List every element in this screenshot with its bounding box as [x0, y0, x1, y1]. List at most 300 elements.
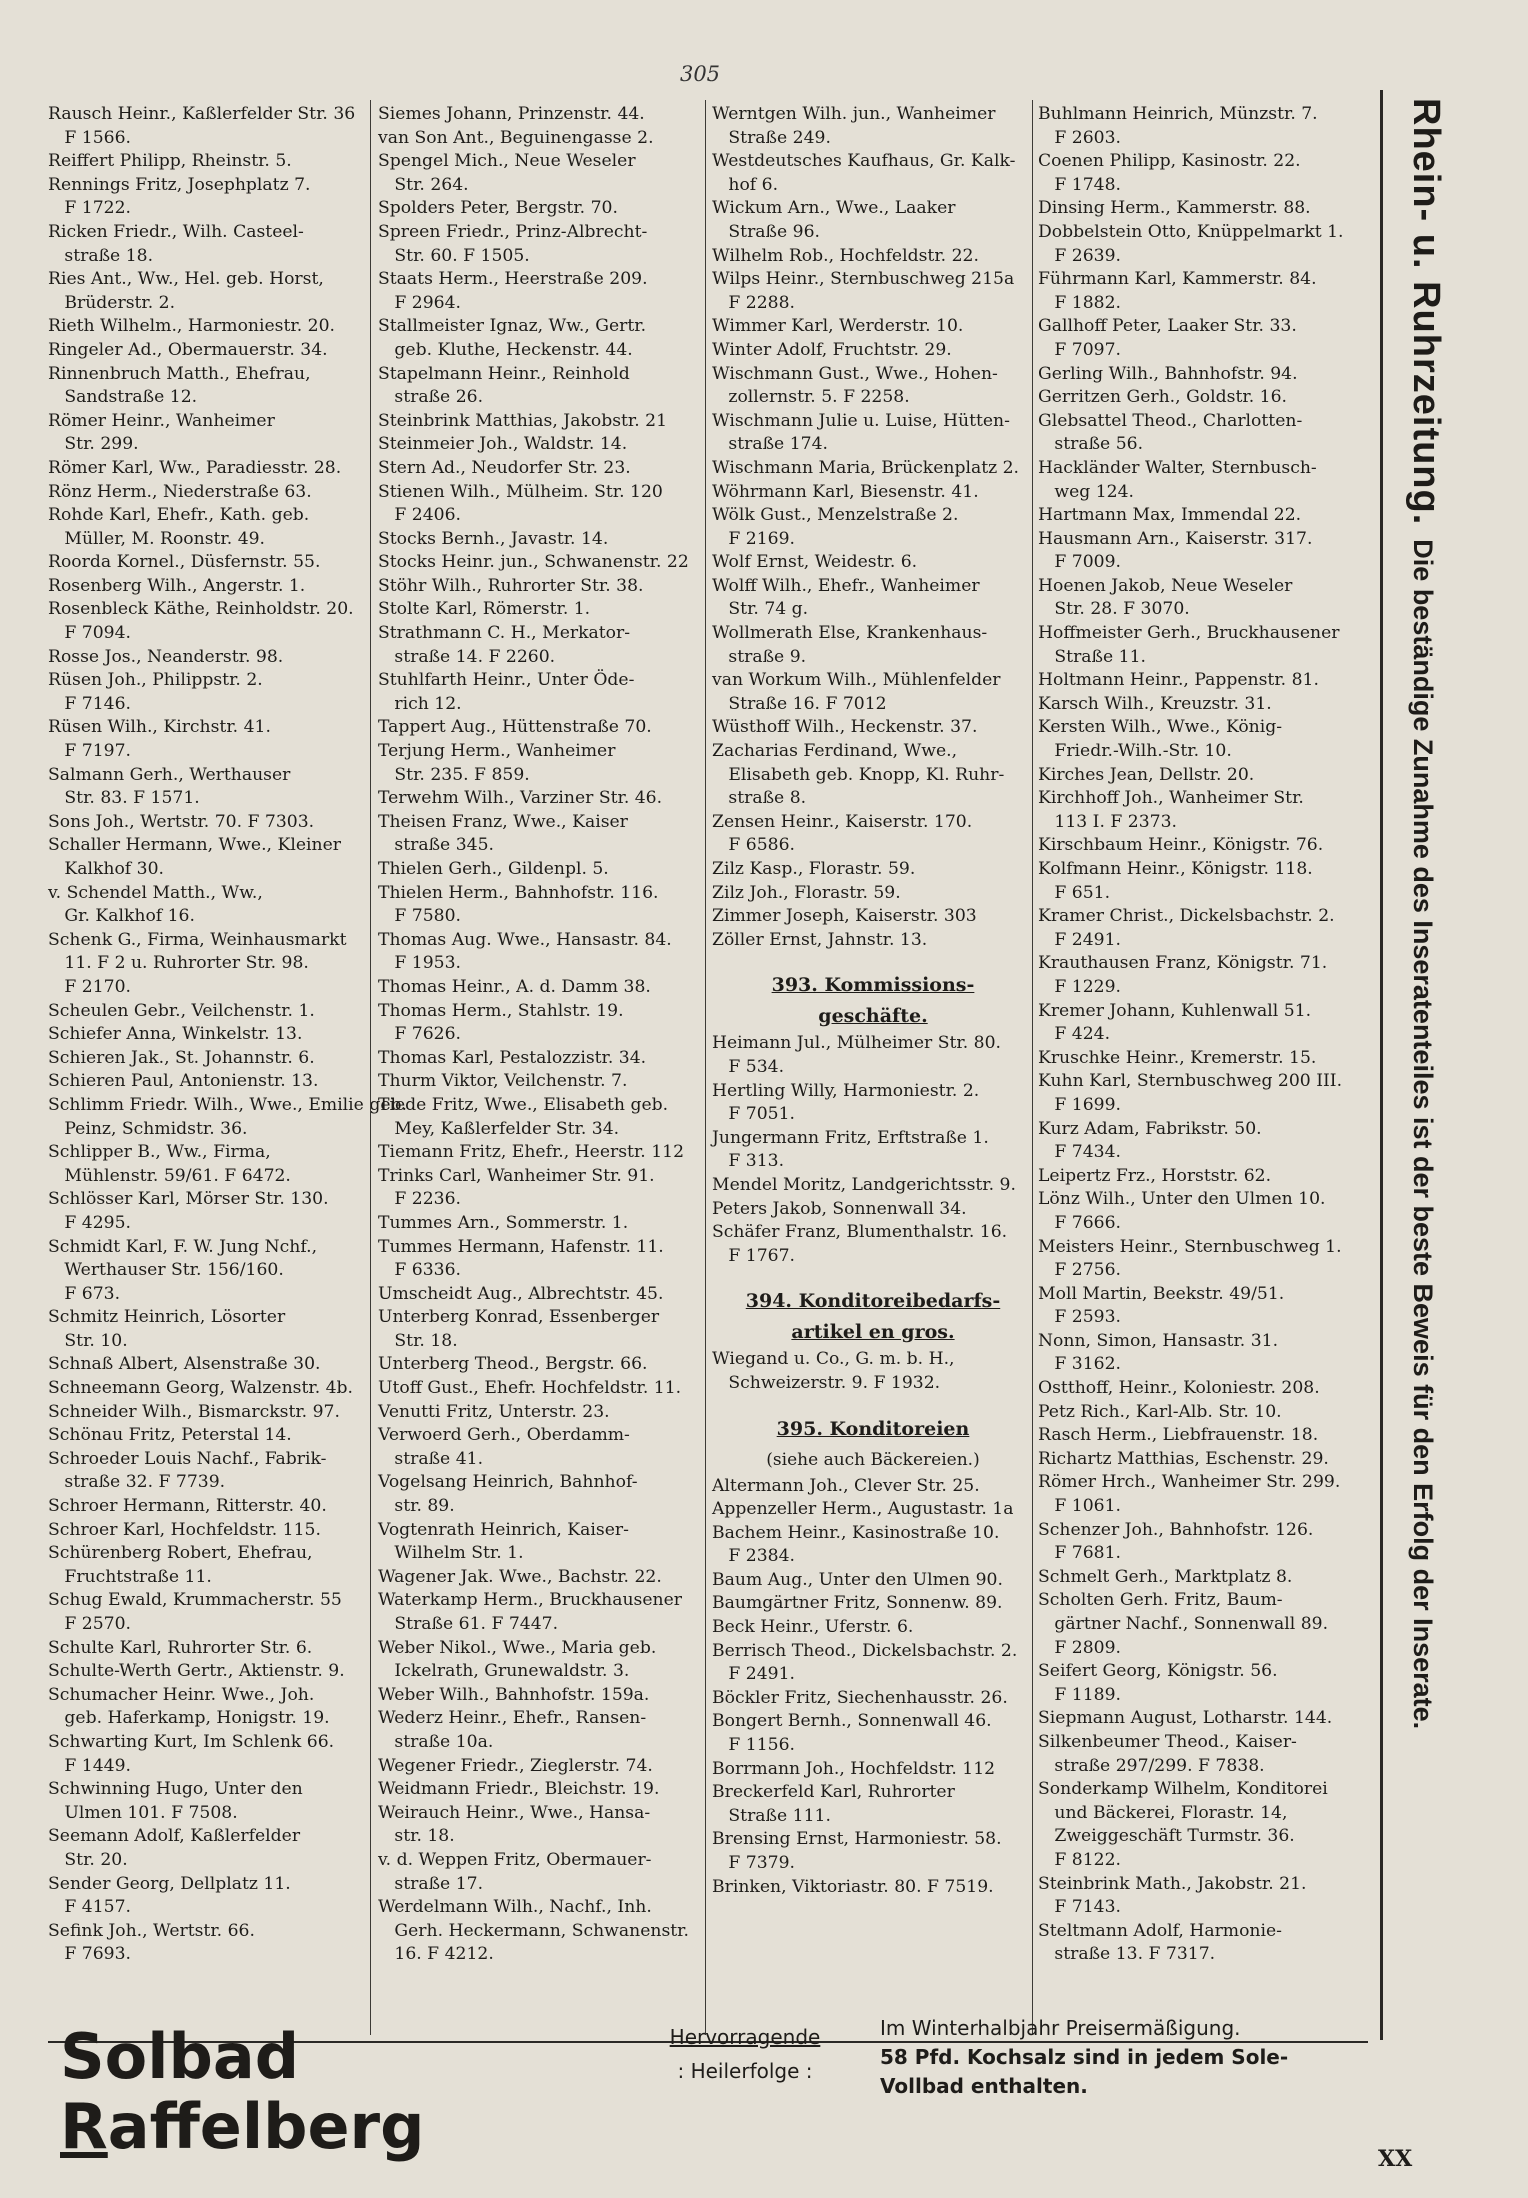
directory-entry: Hoffmeister Gerh., Bruckhausener	[1038, 623, 1340, 644]
directory-entry: F 2288.	[712, 292, 795, 313]
directory-entry: Werntgen Wilh. jun., Wanheimer	[712, 104, 996, 124]
section-393-heading-2: geschäfte.	[818, 1005, 928, 1028]
directory-entry: F 6586.	[712, 835, 795, 856]
ad-name-part1: Solbad	[60, 2020, 300, 2093]
directory-entry: Schenzer Joh., Bahnhofstr. 126.	[1038, 1519, 1314, 1540]
directory-entry: Elisabeth geb. Knopp, Kl. Ruhr-	[712, 764, 1005, 785]
directory-entry: Wimmer Karl, Werderstr. 10.	[712, 316, 964, 337]
directory-entry: Reiffert Philipp, Rheinstr. 5.	[48, 151, 292, 172]
directory-entry: Wiegand u. Co., G. m. b. H.,	[712, 1349, 955, 1370]
directory-entry: Sonderkamp Wilhelm, Konditorei	[1038, 1779, 1328, 1800]
directory-entry: Peinz, Schmidstr. 36.	[48, 1118, 248, 1139]
directory-entry: Schroer Karl, Hochfeldstr. 115.	[48, 1519, 321, 1540]
directory-entry: F 7197.	[48, 741, 131, 762]
directory-entry: Dobbelstein Otto, Knüppelmarkt 1.	[1038, 221, 1344, 242]
directory-entry: F 7097.	[1038, 339, 1121, 360]
directory-entry: Rennings Fritz, Josephplatz 7.	[48, 174, 311, 195]
directory-entry: Umscheidt Aug., Albrechtstr. 45.	[378, 1283, 664, 1304]
directory-entry: Stocks Bernh., Javastr. 14.	[378, 528, 609, 549]
directory-entry: str. 18.	[378, 1826, 455, 1847]
directory-column-1	[48, 103, 407, 1967]
directory-entry: straße 345.	[378, 835, 494, 856]
directory-entry: Unterberg Theod., Bergstr. 66.	[378, 1354, 648, 1375]
directory-entry: Unterberg Konrad, Essenberger	[378, 1307, 660, 1328]
directory-entry: Böckler Fritz, Siechenhausstr. 26.	[712, 1687, 1008, 1708]
directory-entry: Leipertz Frz., Horststr. 62.	[1038, 1165, 1272, 1186]
directory-entry: Gallhoff Peter, Laaker Str. 33.	[1038, 316, 1297, 337]
directory-entry: F 2169.	[712, 528, 795, 549]
directory-entry: Schmitz Heinrich, Lösorter	[48, 1307, 286, 1328]
directory-entry: Gerh. Heckermann, Schwanenstr.	[378, 1920, 689, 1941]
directory-entry: Schiefer Anna, Winkelstr. 13.	[48, 1024, 303, 1045]
ad-tagline	[630, 2020, 860, 2160]
directory-entry: Fruchtstraße 11.	[48, 1566, 212, 1587]
directory-entry: Waterkamp Herm., Bruckhausener	[378, 1590, 682, 1611]
directory-entry: Berrisch Theod., Dickelsbachstr. 2.	[712, 1640, 1018, 1661]
directory-entry: Str. 264.	[378, 174, 469, 195]
directory-entry: Siepmann August, Lotharstr. 144.	[1038, 1708, 1333, 1729]
ad-info	[880, 2014, 1370, 2154]
directory-entry: Wölk Gust., Menzelstraße 2.	[712, 505, 959, 526]
directory-entry: Kirches Jean, Dellstr. 20.	[1038, 764, 1255, 785]
directory-entry: Thomas Aug. Wwe., Hansastr. 84.	[378, 929, 672, 950]
directory-entry: Wilps Heinr., Sternbuschweg 215a	[712, 269, 1015, 290]
directory-entry: Str. 10.	[48, 1330, 128, 1351]
directory-entry: Salmann Gerh., Werthauser	[48, 764, 291, 785]
directory-entry: Str. 83. F 1571.	[48, 788, 200, 809]
directory-entry: Wagener Jak. Wwe., Bachstr. 22.	[378, 1566, 662, 1587]
directory-entry: Schwinning Hugo, Unter den	[48, 1779, 303, 1800]
directory-entry: van Son Ant., Beguinengasse 2.	[378, 127, 654, 148]
directory-entry: Utoff Gust., Ehefr. Hochfeldstr. 11.	[378, 1378, 682, 1399]
section-395-note: (siehe auch Bäckereien.)	[766, 1449, 980, 1470]
directory-entry: Wolff Wilh., Ehefr., Wanheimer	[712, 575, 980, 596]
directory-entry: Gerritzen Gerh., Goldstr. 16.	[1038, 387, 1287, 408]
directory-entry: Karsch Wilh., Kreuzstr. 31.	[1038, 693, 1272, 714]
directory-entry: Kremer Johann, Kuhlenwall 51.	[1038, 1000, 1312, 1021]
directory-entry: Sefink Joh., Wertstr. 66.	[48, 1920, 255, 1941]
directory-entry: Werdelmann Wilh., Nachf., Inh.	[378, 1897, 652, 1918]
directory-entry: Schmidt Karl, F. W. Jung Nchf.,	[48, 1236, 318, 1257]
directory-entry: F 1748.	[1038, 174, 1121, 195]
directory-entry: Kirschbaum Heinr., Königstr. 76.	[1038, 835, 1324, 856]
directory-entry: Str. 299.	[48, 434, 139, 455]
directory-entry: Kurz Adam, Fabrikstr. 50.	[1038, 1118, 1262, 1139]
directory-entry: Spreen Friedr., Prinz-Albrecht-	[378, 221, 648, 242]
directory-entry: Wischmann Gust., Wwe., Hohen-	[712, 363, 998, 384]
directory-entry: Terwehm Wilh., Varziner Str. 46.	[378, 788, 663, 809]
directory-entry: F 7143.	[1038, 1897, 1121, 1918]
directory-entry: Buhlmann Heinrich, Münzstr. 7.	[1038, 104, 1318, 124]
directory-entry: F 1566.	[48, 127, 131, 148]
sidebar-title: Rhein- u. Ruhrzeitung.	[1405, 98, 1447, 526]
section-394-heading-2: artikel en gros.	[791, 1321, 955, 1344]
directory-entry: Stapelmann Heinr., Reinhold	[378, 363, 630, 384]
directory-entry: F 2570.	[48, 1614, 131, 1634]
directory-entry: Hartmann Max, Immendal 22.	[1038, 505, 1302, 526]
directory-entry: Schneemann Georg, Walzenstr. 4b.	[48, 1378, 354, 1399]
directory-entry: Friedr.-Wilh.-Str. 10.	[1038, 741, 1232, 762]
directory-entry: straße 14. F 2260.	[378, 646, 556, 667]
ad-solbad-name	[60, 2022, 630, 2162]
directory-entry: Krauthausen Franz, Königstr. 71.	[1038, 953, 1328, 974]
directory-entry: Holtmann Heinr., Pappenstr. 81.	[1038, 670, 1319, 691]
directory-entry: Schmelt Gerh., Marktplatz 8.	[1038, 1566, 1293, 1587]
directory-entry: Kirchhoff Joh., Wanheimer Str.	[1038, 788, 1304, 809]
directory-entry: Wederz Heinr., Ehefr., Ransen-	[378, 1708, 647, 1729]
directory-entry: geb. Haferkamp, Honigstr. 19.	[48, 1708, 330, 1729]
directory-entry: Meisters Heinr., Sternbuschweg 1.	[1038, 1236, 1342, 1257]
directory-entry: Seemann Adolf, Kaßlerfelder	[48, 1826, 301, 1847]
directory-entry: Str. 18.	[378, 1330, 458, 1351]
directory-entry: F 7379.	[712, 1853, 795, 1873]
directory-entry: Baumgärtner Fritz, Sonnenw. 89.	[712, 1593, 1003, 1614]
directory-entry: Ringeler Ad., Obermauerstr. 34.	[48, 339, 328, 360]
directory-entry: Kramer Christ., Dickelsbachstr. 2.	[1038, 906, 1335, 927]
directory-entry: straße 17.	[378, 1873, 484, 1894]
directory-entry: Wolf Ernst, Weidestr. 6.	[712, 552, 918, 573]
sidebar-text	[1400, 98, 1452, 2038]
directory-entry: Wischmann Maria, Brückenplatz 2.	[712, 457, 1020, 478]
directory-entry: F 7434.	[1038, 1142, 1121, 1163]
directory-entry: Mendel Moritz, Landgerichtsstr. 9.	[712, 1174, 1016, 1195]
directory-entry: F 8122.	[1038, 1849, 1121, 1870]
directory-entry: Scholten Gerh. Fritz, Baum-	[1038, 1590, 1283, 1611]
directory-entry: Stern Ad., Neudorfer Str. 23.	[378, 457, 631, 478]
directory-entry: F 2964.	[378, 292, 461, 313]
directory-entry: Rosenberg Wilh., Angerstr. 1.	[48, 575, 306, 596]
directory-entry: F 1882.	[1038, 292, 1121, 313]
directory-entry: weg 124.	[1038, 481, 1135, 502]
directory-entry: Spolders Peter, Bergstr. 70.	[378, 198, 618, 219]
directory-entry: Hausmann Arn., Kaiserstr. 317.	[1038, 528, 1313, 549]
directory-entry: F 1189.	[1038, 1684, 1121, 1705]
directory-entry: F 7666.	[1038, 1212, 1121, 1233]
directory-entry: Führmann Karl, Kammerstr. 84.	[1038, 269, 1317, 290]
directory-entry: Silkenbeumer Theod., Kaiser-	[1038, 1731, 1297, 1752]
directory-entry: straße 8.	[712, 788, 807, 809]
directory-entry: Schönau Fritz, Peterstal 14.	[48, 1425, 292, 1446]
directory-entry: Wüsthoff Wilh., Heckenstr. 37.	[712, 717, 978, 738]
directory-entry: van Workum Wilh., Mühlenfelder	[712, 670, 1001, 691]
directory-entry: Strathmann C. H., Merkator-	[378, 623, 631, 644]
directory-entry: F 4295.	[48, 1212, 131, 1233]
directory-entry: Schaller Hermann, Wwe., Kleiner	[48, 835, 341, 856]
directory-entry: Schenk G., Firma, Weinhausmarkt	[48, 929, 347, 950]
directory-entry: Appenzeller Herm., Augustastr. 1a	[712, 1499, 1014, 1520]
directory-entry: F 2756.	[1038, 1260, 1121, 1281]
directory-entry: Scheulen Gebr., Veilchenstr. 1.	[48, 1000, 315, 1021]
directory-entry: Wollmerath Else, Krankenhaus-	[712, 623, 988, 644]
directory-entry: Schlösser Karl, Mörser Str. 130.	[48, 1189, 329, 1210]
directory-entry: F 4157.	[48, 1897, 131, 1918]
directory-entry: straße 56.	[1038, 434, 1144, 455]
directory-entry: Thurm Viktor, Veilchenstr. 7.	[378, 1071, 628, 1092]
directory-entry: Brüderstr. 2.	[48, 292, 176, 313]
directory-entry: F 1767.	[712, 1245, 795, 1266]
directory-entry: Spengel Mich., Neue Weseler	[378, 151, 636, 172]
directory-entry: zollernstr. 5. F 2258.	[712, 387, 910, 408]
directory-entry: Schroer Hermann, Ritterstr. 40.	[48, 1496, 327, 1517]
directory-entry: v. d. Weppen Fritz, Obermauer-	[378, 1849, 652, 1870]
directory-entry: Schlipper B., Ww., Firma,	[48, 1142, 271, 1163]
directory-entry: Rüsen Wilh., Kirchstr. 41.	[48, 717, 271, 738]
directory-entry: Trinks Carl, Wanheimer Str. 91.	[378, 1165, 655, 1186]
directory-entry: Rohde Karl, Ehefr., Kath. geb.	[48, 505, 310, 526]
directory-entry: Thomas Herm., Stahlstr. 19.	[378, 1000, 624, 1021]
directory-entry: Schnaß Albert, Alsenstraße 30.	[48, 1354, 321, 1375]
directory-entry: F 2491.	[1038, 929, 1121, 950]
directory-entry: F 7146.	[48, 693, 131, 714]
directory-entry: Bachem Heinr., Kasinostraße 10.	[712, 1522, 1000, 1543]
directory-entry: Str. 60. F 1505.	[378, 245, 530, 266]
directory-entry: Venutti Fritz, Unterstr. 23.	[378, 1401, 610, 1422]
directory-entry: F 2603.	[1038, 127, 1121, 148]
directory-entry: Sandstraße 12.	[48, 387, 198, 408]
directory-entry: straße 297/299. F 7838.	[1038, 1755, 1265, 1776]
directory-entry: Zilz Kasp., Florastr. 59.	[712, 859, 916, 879]
directory-entry: Wilhelm Rob., Hochfeldstr. 22.	[712, 245, 979, 266]
directory-entry: Weber Nikol., Wwe., Maria geb.	[378, 1637, 657, 1658]
directory-entry: Rasch Herm., Liebfrauenstr. 18.	[1038, 1425, 1319, 1446]
directory-entry: F 2384.	[712, 1546, 795, 1567]
directory-entry: und Bäckerei, Florastr. 14,	[1038, 1802, 1288, 1823]
ad-tagline-1: Hervorragende	[669, 2025, 821, 2049]
directory-entry: Vogtenrath Heinrich, Kaiser-	[378, 1519, 629, 1540]
directory-entry: Winter Adolf, Fruchtstr. 29.	[712, 339, 952, 360]
directory-entry: Wischmann Julie u. Luise, Hütten-	[712, 410, 1010, 431]
section-395-heading: 395. Konditoreien	[776, 1417, 970, 1440]
directory-entry: Sons Joh., Wertstr. 70. F 7303.	[48, 811, 315, 832]
directory-entry: Kruschke Heinr., Kremerstr. 15.	[1038, 1047, 1317, 1068]
directory-entry: Schlimm Friedr. Wilh., Wwe., Emilie geb.	[48, 1094, 407, 1115]
directory-entry: Stöhr Wilh., Ruhrorter Str. 38.	[378, 575, 644, 596]
directory-entry: Straße 16. F 7012	[712, 693, 887, 714]
directory-entry: Moll Martin, Beekstr. 49/51.	[1038, 1283, 1285, 1304]
directory-entry: Weidmann Friedr., Bleichstr. 19.	[378, 1779, 660, 1800]
directory-entry: Müller, M. Roonstr. 49.	[48, 528, 266, 549]
directory-entry: Römer Hrch., Wanheimer Str. 299.	[1038, 1472, 1341, 1493]
directory-entry: Stolte Karl, Römerstr. 1.	[378, 599, 591, 620]
directory-column-2	[378, 103, 700, 1967]
directory-entry: Breckerfeld Karl, Ruhrorter	[712, 1782, 955, 1803]
directory-entry: Stienen Wilh., Mülheim. Str. 120	[378, 481, 663, 502]
ad-info-2: 58 Pfd. Kochsalz sind in jedem Sole-	[880, 2045, 1289, 2069]
directory-entry: straße 26.	[378, 387, 484, 408]
directory-entry: Brinken, Viktoriastr. 80. F 7519.	[712, 1876, 994, 1897]
directory-entry: Brensing Ernst, Harmoniestr. 58.	[712, 1829, 1002, 1850]
directory-entry: Staats Herm., Heerstraße 209.	[378, 269, 648, 290]
section-394-heading: 394. Konditoreibedarfs-	[745, 1290, 1001, 1313]
directory-entry: F 2639.	[1038, 245, 1121, 266]
directory-entry: Steinmeier Joh., Waldstr. 14.	[378, 434, 628, 455]
directory-entry: Coenen Philipp, Kasinostr. 22.	[1038, 151, 1301, 172]
directory-entry: Dinsing Herm., Kammerstr. 88.	[1038, 198, 1311, 219]
directory-entry: Thielen Herm., Bahnhofstr. 116.	[378, 882, 659, 903]
directory-entry: hof 6.	[712, 174, 779, 195]
directory-entry: F 7051.	[712, 1104, 795, 1125]
directory-entry: Schumacher Heinr. Wwe., Joh.	[48, 1684, 315, 1705]
directory-entry: 16. F 4212.	[378, 1944, 494, 1965]
directory-entry: Petz Rich., Karl-Alb. Str. 10.	[1038, 1401, 1282, 1422]
directory-entry: Stuhlfarth Heinr., Unter Öde-	[378, 670, 635, 691]
directory-entry: straße 13. F 7317.	[1038, 1944, 1216, 1965]
directory-entry: Römer Heinr., Wanheimer	[48, 410, 275, 431]
directory-entry: str. 89.	[378, 1496, 455, 1517]
directory-entry: Zensen Heinr., Kaiserstr. 170.	[712, 811, 973, 832]
directory-entry: Glebsattel Theod., Charlotten-	[1038, 410, 1303, 431]
directory-entry: Hoenen Jakob, Neue Weseler	[1038, 575, 1293, 596]
directory-entry: F 2809.	[1038, 1637, 1121, 1658]
directory-entry: Rosenbleck Käthe, Reinholdstr. 20.	[48, 599, 354, 620]
directory-entry: F 7681.	[1038, 1543, 1121, 1564]
directory-entry: F 7626.	[378, 1024, 461, 1045]
directory-entry: Thomas Karl, Pestalozzistr. 34.	[378, 1047, 647, 1068]
directory-entry: F 1449.	[48, 1755, 131, 1776]
directory-entry: Zacharias Ferdinand, Wwe.,	[712, 741, 958, 762]
directory-entry: Roorda Kornel., Düsfernstr. 55.	[48, 552, 321, 573]
directory-entry: Straße 249.	[712, 127, 831, 148]
ad-tagline-2: : Heilerfolge :	[677, 2059, 813, 2083]
directory-entry: F 7580.	[378, 906, 461, 927]
directory-entry: Ostthoff, Heinr., Koloniestr. 208.	[1038, 1378, 1320, 1399]
column-divider	[370, 100, 371, 2035]
directory-entry: Kalkhof 30.	[48, 859, 164, 879]
directory-entry: Ickelrath, Grunewaldstr. 3.	[378, 1661, 630, 1682]
directory-entry: Rüsen Joh., Philippstr. 2.	[48, 670, 263, 691]
directory-entry: Mey, Kaßlerfelder Str. 34.	[378, 1118, 620, 1139]
directory-entry: Schulte Karl, Ruhrorter Str. 6.	[48, 1637, 313, 1658]
directory-entry: Kolfmann Heinr., Königstr. 118.	[1038, 859, 1313, 879]
directory-entry: Schweizerstr. 9. F 1932.	[712, 1372, 941, 1393]
directory-entry: F 7094.	[48, 623, 131, 644]
directory-entry: Hackländer Walter, Sternbusch-	[1038, 457, 1317, 478]
column-divider	[705, 100, 706, 2035]
directory-entry: Weirauch Heinr., Wwe., Hansa-	[378, 1802, 651, 1823]
directory-entry: Nonn, Simon, Hansastr. 31.	[1038, 1330, 1279, 1351]
directory-entry: Wegener Friedr., Zieglerstr. 74.	[378, 1755, 653, 1776]
directory-entry: Jungermann Fritz, Erftstraße 1.	[712, 1127, 989, 1148]
directory-entry: Schneider Wilh., Bismarckstr. 97.	[48, 1401, 340, 1422]
directory-entry: Zöller Ernst, Jahnstr. 13.	[712, 929, 928, 950]
directory-entry: Tiede Fritz, Wwe., Elisabeth geb.	[378, 1094, 669, 1115]
directory-entry: Gr. Kalkhof 16.	[48, 906, 195, 927]
directory-entry: Stocks Heinr. jun., Schwanenstr. 22	[378, 552, 689, 573]
directory-entry: Hertling Willy, Harmoniestr. 2.	[712, 1080, 980, 1101]
directory-entry: F 1229.	[1038, 976, 1121, 997]
directory-entry: Bongert Bernh., Sonnenwall 46.	[712, 1711, 992, 1732]
footer-code: XX	[1378, 2146, 1413, 2172]
directory-entry: Straße 111.	[712, 1805, 831, 1826]
page-number: 305	[679, 62, 721, 86]
directory-entry: Seifert Georg, Königstr. 56.	[1038, 1661, 1278, 1682]
directory-entry: F 1061.	[1038, 1496, 1121, 1517]
directory-entry: 113 I. F 2373.	[1038, 811, 1177, 832]
directory-entry: Steinbrink Math., Jakobstr. 21.	[1038, 1873, 1307, 1894]
sidebar-slogan: Die beständige Zunahme des Inseratenteiles ist der beste Beweis für den Erfolg der Inserate.	[1408, 539, 1438, 1730]
directory-entry: Straße 96.	[712, 221, 820, 242]
directory-entry: Rinnenbruch Matth., Ehefrau,	[48, 363, 311, 384]
directory-entry: Siemes Johann, Prinzenstr. 44.	[378, 104, 645, 124]
directory-entry: Thielen Gerh., Gildenpl. 5.	[378, 859, 609, 879]
directory-entry: Schroeder Louis Nachf., Fabrik-	[48, 1448, 327, 1469]
directory-entry: Straße 11.	[1038, 646, 1146, 667]
directory-entry: Ries Ant., Ww., Hel. geb. Horst,	[48, 269, 324, 290]
directory-entry: Rausch Heinr., Kaßlerfelder Str. 36	[48, 104, 356, 124]
directory-entry: Schieren Jak., St. Johannstr. 6.	[48, 1047, 315, 1068]
column-divider	[1032, 100, 1033, 2035]
directory-entry: Wilhelm Str. 1.	[378, 1543, 524, 1564]
directory-entry: Gerling Wilh., Bahnhofstr. 94.	[1038, 363, 1298, 384]
directory-entry: F 673.	[48, 1283, 121, 1304]
directory-entry: Heimann Jul., Mülheimer Str. 80.	[712, 1033, 1001, 1054]
directory-entry: Thomas Heinr., A. d. Damm 38.	[378, 976, 651, 997]
directory-entry: Rönz Herm., Niederstraße 63.	[48, 481, 312, 502]
directory-entry: F 3162.	[1038, 1354, 1121, 1375]
directory-entry: Kersten Wilh., Wwe., König-	[1038, 717, 1283, 738]
directory-entry: F 1699.	[1038, 1094, 1121, 1115]
directory-entry: straße 10a.	[378, 1731, 494, 1752]
directory-entry: Schulte-Werth Gertr., Aktienstr. 9.	[48, 1661, 345, 1682]
directory-entry: Rosse Jos., Neanderstr. 98.	[48, 646, 284, 667]
directory-entry: Kuhn Karl, Sternbuschweg 200 III.	[1038, 1071, 1343, 1092]
directory-entry: Zilz Joh., Florastr. 59.	[712, 882, 901, 903]
directory-entry: v. Schendel Matth., Ww.,	[48, 882, 263, 903]
directory-entry: Wöhrmann Karl, Biesenstr. 41.	[712, 481, 979, 502]
directory-entry: Borrmann Joh., Hochfeldstr. 112	[712, 1758, 996, 1779]
directory-entry: F 2491.	[712, 1664, 795, 1685]
directory-entry: Richartz Matthias, Eschenstr. 29.	[1038, 1448, 1329, 1469]
directory-entry: F 7693.	[48, 1944, 131, 1965]
directory-entry: Verwoerd Gerh., Oberdamm-	[378, 1425, 630, 1446]
directory-entry: Rieth Wilhelm., Harmoniestr. 20.	[48, 316, 335, 337]
directory-entry: Peters Jakob, Sonnenwall 34.	[712, 1198, 967, 1219]
directory-entry: Sender Georg, Dellplatz 11.	[48, 1873, 291, 1894]
directory-entry: Str. 235. F 859.	[378, 764, 530, 785]
directory-entry: straße 41.	[378, 1448, 484, 1469]
directory-entry: F 2406.	[378, 505, 461, 526]
directory-entry: F 6336.	[378, 1260, 461, 1281]
directory-entry: Westdeutsches Kaufhaus, Gr. Kalk-	[712, 151, 1016, 172]
directory-entry: Steltmann Adolf, Harmonie-	[1038, 1920, 1282, 1941]
directory-entry: Str. 74 g.	[712, 599, 809, 620]
directory-entry: straße 174.	[712, 434, 828, 455]
directory-entry: F 2236.	[378, 1189, 461, 1210]
directory-entry: Altermann Joh., Clever Str. 25.	[712, 1475, 980, 1496]
directory-entry: F 534.	[712, 1056, 785, 1077]
directory-entry: Stallmeister Ignaz, Ww., Gertr.	[378, 316, 647, 337]
directory-entry: straße 9.	[712, 646, 807, 667]
directory-entry: Römer Karl, Ww., Paradiesstr. 28.	[48, 457, 342, 478]
directory-entry: Baum Aug., Unter den Ulmen 90.	[712, 1569, 1003, 1590]
ad-name-part3: affelberg	[107, 2090, 425, 2163]
ad-info-3: Vollbad enthalten.	[880, 2074, 1088, 2098]
directory-entry: Schürenberg Robert, Ehefrau,	[48, 1543, 313, 1564]
directory-entry: Zweiggeschäft Turmstr. 36.	[1038, 1826, 1295, 1847]
directory-entry: F 424.	[1038, 1024, 1111, 1045]
directory-entry: Theisen Franz, Wwe., Kaiser	[378, 811, 628, 832]
directory-entry: 11. F 2 u. Ruhrorter Str. 98.	[48, 953, 309, 974]
directory-entry: Tappert Aug., Hüttenstraße 70.	[378, 717, 652, 738]
directory-entry: Werthauser Str. 156/160.	[48, 1260, 284, 1281]
directory-entry: F 2170.	[48, 976, 131, 997]
directory-entry: rich 12.	[378, 693, 462, 714]
directory-entry: Tummes Arn., Sommerstr. 1.	[378, 1212, 629, 1233]
directory-entry: straße 32. F 7739.	[48, 1472, 226, 1493]
directory-entry: F 313.	[712, 1151, 785, 1172]
ad-name-part2: R	[60, 2090, 108, 2163]
directory-entry: Steinbrink Matthias, Jakobstr. 21	[378, 410, 668, 431]
